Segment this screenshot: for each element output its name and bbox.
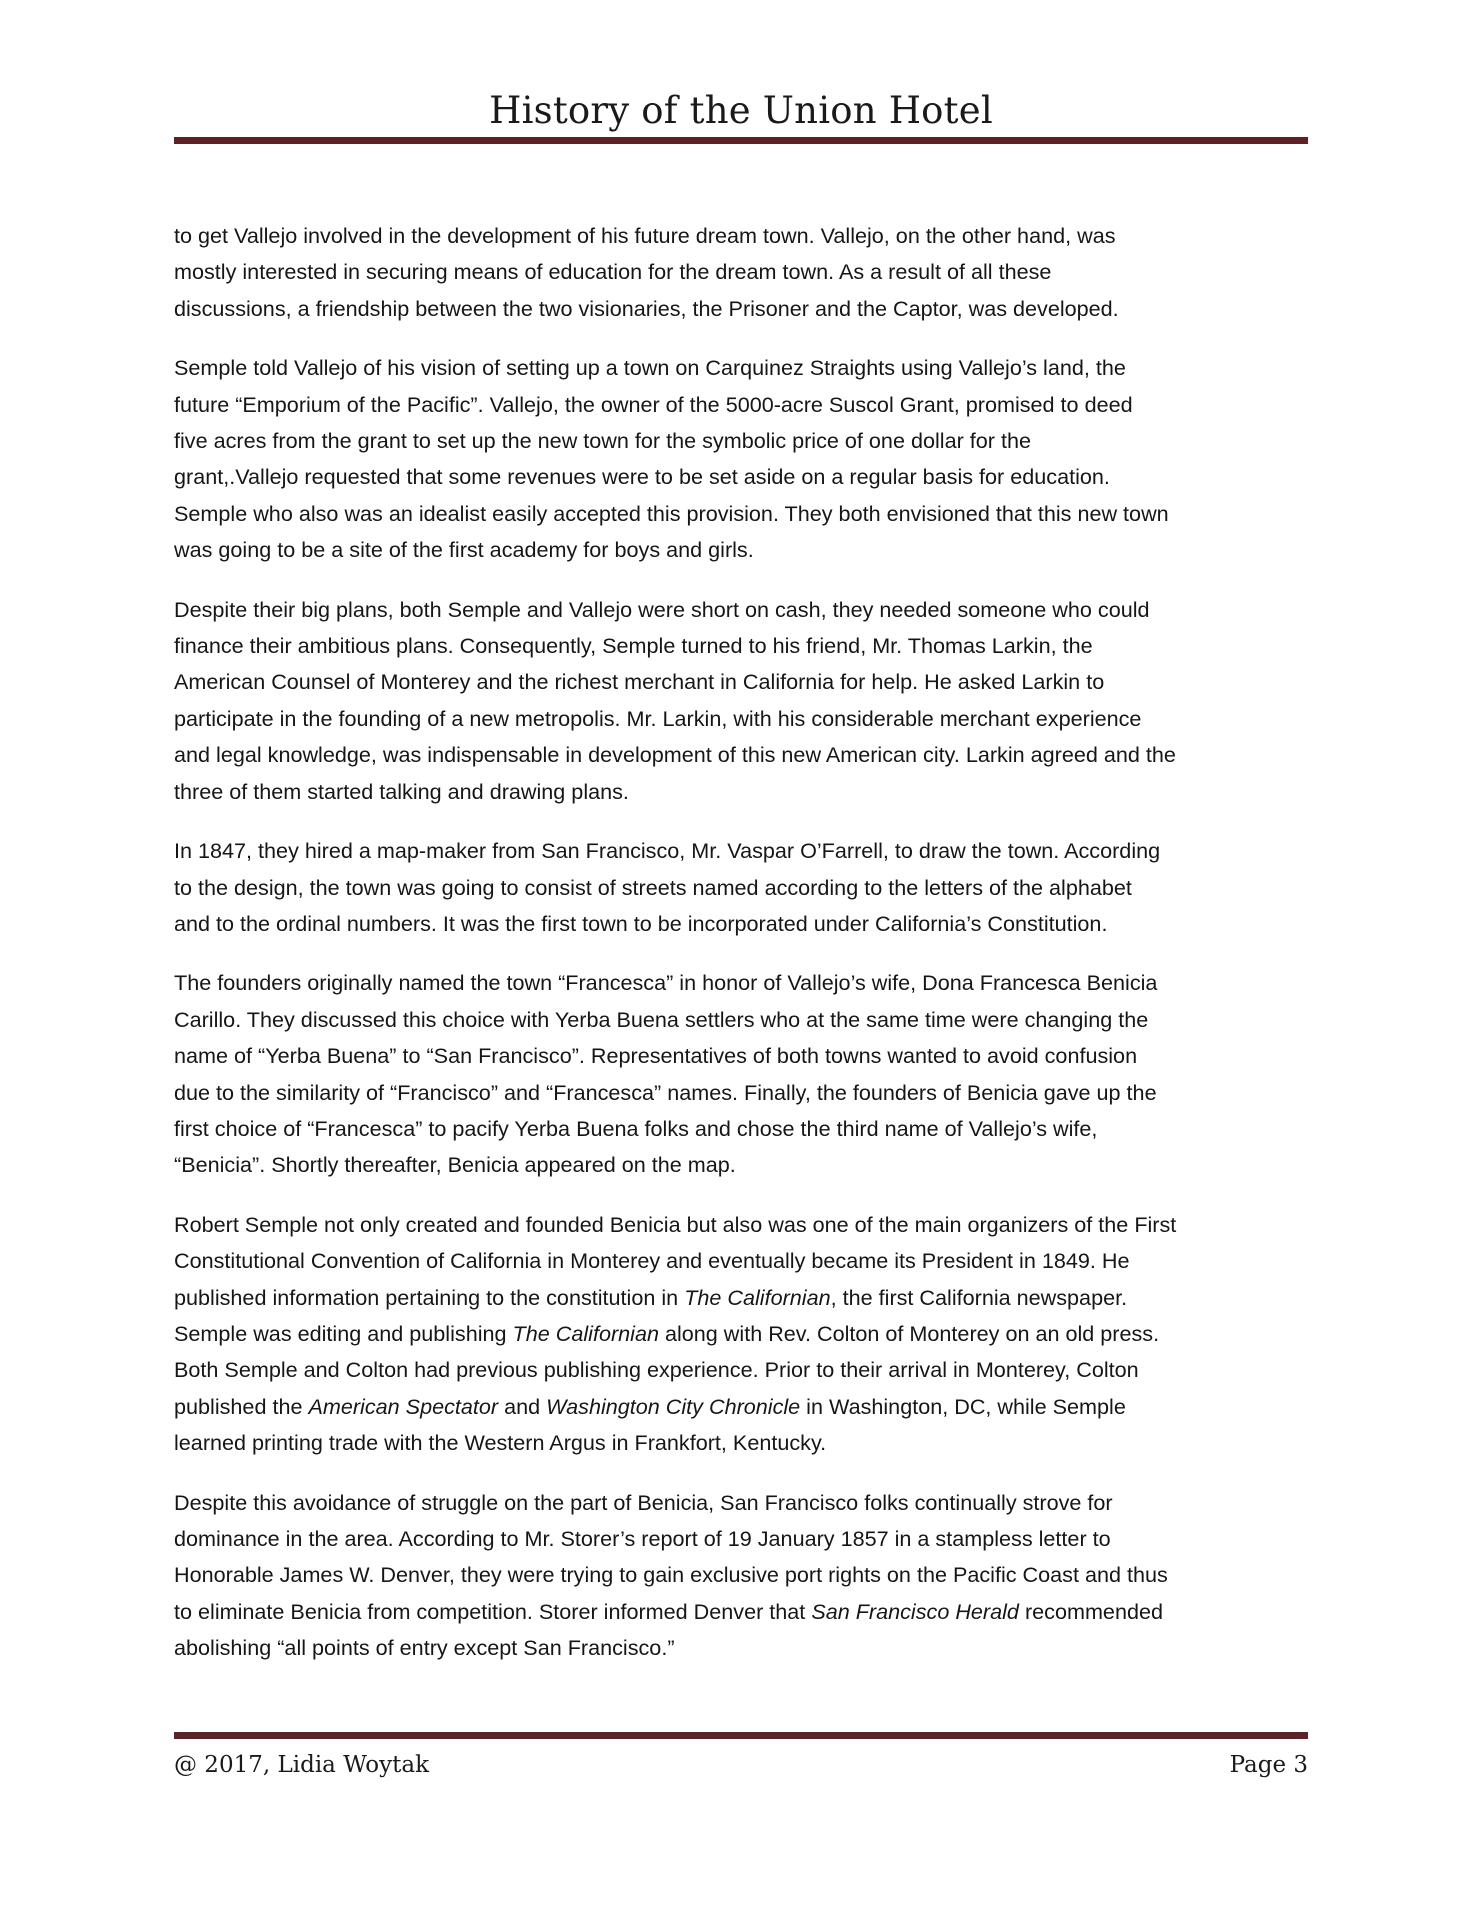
text-run: Semple told Vallejo of his vision of setting up a town on Carquinez Straights using Vallejo’s land, the future “Emporium of the Pacific”. Vallejo, the owner of the 5000-acre Suscol Grant, promised to deed five acres from the grant to set up the new town for the symbolic price of one dollar for the grant,.Vallejo requested that some revenues were to be set aside on a regular basis for education. Semple who also was an idealist easily accepted this provision. They both envisioned that this new town was going to be a site of the first academy for boys and girls. [174, 355, 1169, 563]
page-header [174, 88, 1308, 134]
page-footer [174, 1747, 1308, 1783]
text-run: , the first California newspaper. Semple was editing and publishing [174, 1284, 1128, 1346]
text-run: The founders originally named the town “Francesca” in honor of Vallejo’s wife, Dona Francesca Benicia Carillo. They discussed this choice with Yerba Buena settlers who at the same time were changing the name of “Yerba Buena” to “San Francisco”. Representatives of both towns wanted to avoid confusion due to the similarity of “Francisco” and “Francesca” names. Finally, the founders of Benicia gave up the first choice of “Francesca” to pacify Yerba Buena folks and chose the third name of Vallejo’s wife, “Benicia”. Shortly thereafter, Benicia appeared on the map. [174, 970, 1158, 1178]
page-number: Page 3 [1229, 1752, 1308, 1778]
italic-title: The Californian [512, 1320, 659, 1346]
italic-title: American Spectator [308, 1393, 499, 1419]
document-body [174, 218, 1314, 1690]
italic-title: The Californian [684, 1284, 831, 1310]
paragraph [174, 1485, 1314, 1667]
paragraph [174, 350, 1314, 568]
paragraph [174, 592, 1314, 810]
text-run: Despite this avoidance of struggle on the part of Benicia, San Francisco folks continually strove for dominance in the area. According to Mr. Storer’s report of 19 January 1857 in a stampless letter to Honorable James W. Denver, they were trying to gain exclusive port rights on the Pacific Coast and thus to eliminate Benicia from competition. Storer informed Denver that [174, 1489, 1168, 1624]
italic-title: San Francisco Herald [811, 1598, 1019, 1624]
text-run: Despite their big plans, both Semple and Vallejo were short on cash, they needed someone who could finance their ambitious plans. Consequently, Semple turned to his friend, Mr. Thomas Larkin, the American Counsel of Monterey and the richest merchant in California for help. He asked Larkin to participate in the founding of a new metropolis. Mr. Larkin, with his considerable merchant experience and legal knowledge, was indispensable in development of this new American city. Larkin agreed and the three of them started talking and drawing plans. [174, 596, 1176, 804]
header-rule [174, 137, 1308, 144]
text-run: to get Vallejo involved in the development of his future dream town. Vallejo, on the other hand, was mostly interested in securing means of education for the dream town. As a result of all these discussions, a friendship between the two visionaries, the Prisoner and the Captor, was developed. [174, 223, 1119, 321]
text-run: In 1847, they hired a map-maker from San Francisco, Mr. Vaspar O’Farrell, to draw the town. According to the design, the town was going to consist of streets named according to the letters of the alphabet and to the ordinal numbers. It was the first town to be incorporated under California’s Constitution. [174, 838, 1161, 936]
footer-copyright: @ 2017, Lidia Woytak [174, 1752, 430, 1778]
paragraph [174, 218, 1314, 327]
text-run: recommended abolishing “all points of entry except San Francisco.” [174, 1598, 1163, 1661]
text-run: along with Rev. Colton of Monterey on an old press. Both Semple and Colton had previous publishing experience. Prior to their arrival in Monterey, Colton published the [174, 1320, 1160, 1419]
footer-rule [174, 1732, 1308, 1739]
paragraph [174, 965, 1314, 1183]
text-run: and [498, 1393, 547, 1419]
paragraph [174, 1207, 1314, 1462]
text-run: Robert Semple not only created and founded Benicia but also was one of the main organizers of the First Constitutional Convention of California in Monterey and eventually became its President in 1849. He published information pertaining to the constitution in [174, 1211, 1177, 1310]
header-title: History of the Union Hotel [489, 89, 993, 132]
paragraph [174, 833, 1314, 942]
text-run: in Washington, DC, while Semple learned printing trade with the Western Argus in Frankfort, Kentucky. [174, 1393, 1126, 1456]
italic-title: Washington City Chronicle [546, 1393, 801, 1419]
